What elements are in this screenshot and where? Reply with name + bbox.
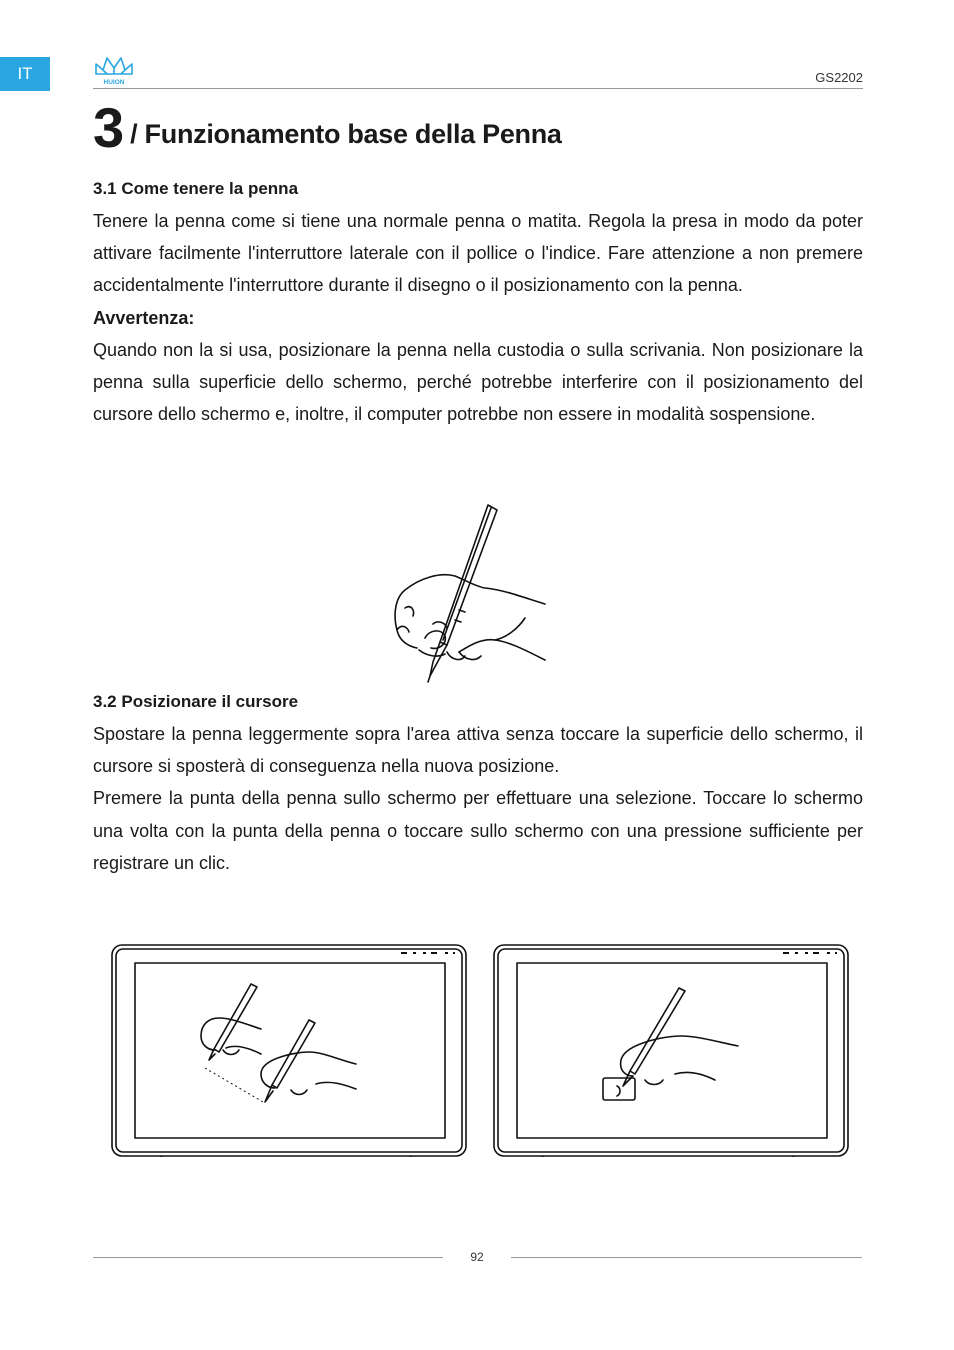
section-heading: 3.2 Posizionare il cursore — [93, 692, 299, 711]
display-hover-illustration — [111, 944, 467, 1157]
section-body: Tenere la penna come si tiene una normale penna o matita. Regola la presa in modo da poter attivare facilmente l'interruttore laterale con il pollice o l'indice. Fare attenzione a non premere accidentalmente l'interruttore durante il disegno o il posizionamento con la penna. — [93, 211, 863, 296]
chapter-heading — [93, 96, 562, 159]
model-name: GS2202 — [815, 70, 863, 85]
footer-divider-right — [511, 1257, 862, 1258]
huion-logo — [93, 52, 135, 88]
chapter-title: / Funzionamento base della Penna — [130, 119, 562, 149]
header-divider — [93, 88, 863, 89]
footer-divider-left — [93, 1257, 443, 1258]
section-body-1: Spostare la penna leggermente sopra l'area attiva senza toccare la superficie dello schermo, il cursore si sposterà di conseguenza nella nuova posizione. — [93, 724, 863, 777]
display-click-illustration — [493, 944, 849, 1157]
chapter-number: 3 — [93, 96, 125, 159]
warning-label: Avvertenza: — [93, 307, 195, 328]
svg-text:HUION: HUION — [103, 79, 125, 86]
section-heading: 3.1 Come tenere la penna — [93, 179, 299, 198]
language-tab: IT — [0, 57, 50, 91]
section-cursor — [93, 686, 863, 879]
warning-body: Quando non la si usa, posizionare la penna nella custodia o sulla scrivania. Non posizionare la penna sulla superficie dello schermo, perché potrebbe interferire con il posizionamento del cursore dello schermo e, inoltre, il computer potrebbe non essere in modalità sospensione. — [93, 339, 863, 425]
section-body-2: Premere la punta della penna sullo schermo per effettuare una selezione. Toccare lo schermo una volta con la punta della penna o toccare sullo schermo con una pressione sufficiente per registrare un clic. — [93, 788, 863, 873]
section-hold-pen — [93, 173, 863, 430]
page-number: 92 — [470, 1250, 484, 1264]
hand-holding-pen-illustration — [385, 500, 550, 685]
